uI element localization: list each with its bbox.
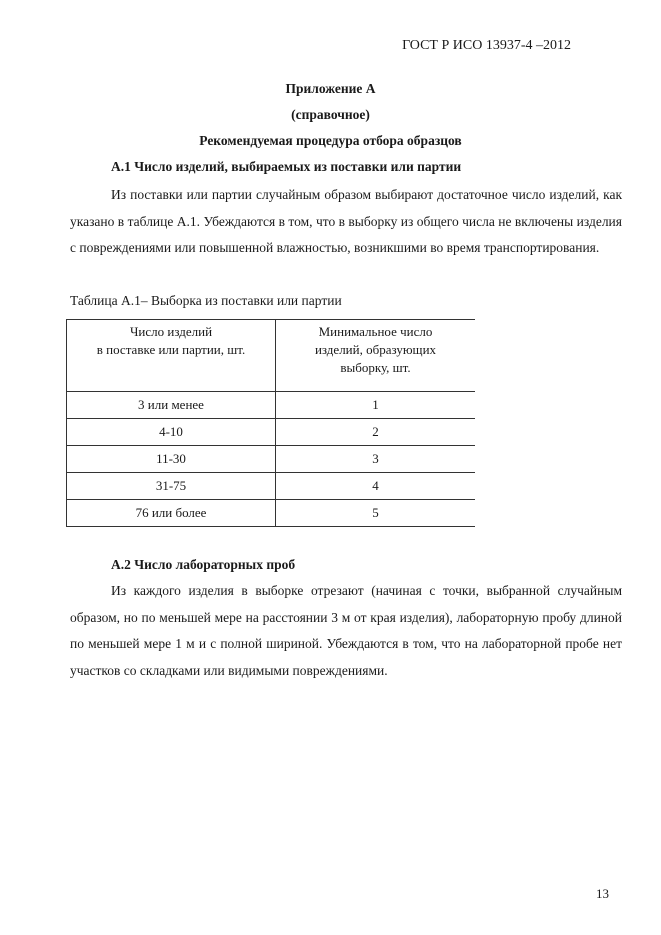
cell-min: 4 (276, 473, 476, 500)
cell-lot: 76 или более (67, 500, 276, 527)
table-row (67, 500, 476, 527)
table-caption: Таблица А.1– Выборка из поставки или партии (70, 293, 342, 308)
table-row (67, 446, 476, 473)
table-row (67, 419, 476, 446)
section-a1-paragraph: Из поставки или партии случайным образом выбирают достаточное число изделий, как указано в таблице А.1. Убеждаются в том, что в выборку из общего числа не включены изделия с повреждениями или повышенной влажностью, возникшими во время транспортирования. (70, 187, 622, 255)
cell-lot: 3 или менее (67, 392, 276, 419)
header-lot-size-line1: Число изделий (129, 324, 213, 339)
cell-lot: 11-30 (67, 446, 276, 473)
cell-lot: 31-75 (67, 473, 276, 500)
cell-min: 2 (276, 419, 476, 446)
appendix-title: Приложение А (285, 81, 376, 96)
table-row (67, 392, 476, 419)
page-number: 13 (596, 886, 609, 901)
header-min-sample-line1: Минимальное число (318, 324, 433, 339)
cell-min: 5 (372, 505, 379, 520)
header-min-sample (276, 320, 476, 392)
table-header-row (67, 320, 476, 392)
header-min-sample-line3: выборку, шт. (340, 360, 411, 375)
header-lot-size-line2: в поставке или партии, шт. (96, 342, 246, 357)
cell-min: 1 (276, 392, 476, 419)
section-a1-heading: А.1 Число изделий, выбираемых из поставки или партии (111, 159, 462, 174)
appendix-type: (справочное) (291, 107, 370, 122)
sample-table (66, 319, 475, 527)
table-row (67, 473, 476, 500)
section-a2-heading: А.2 Число лабораторных проб (111, 557, 296, 572)
header-lot-size (67, 320, 276, 392)
header-min-sample-line2: изделий, образующих (314, 342, 437, 357)
document-code: ГОСТ Р ИСО 13937-4 –2012 (402, 38, 571, 53)
section-a2-paragraph: Из каждого изделия в выборке отрезают (начиная с точки, выбранной случайным образом, но по меньшей мере на расстоянии 3 м от края изделия), лабораторную пробу длиной по меньшей мере 1 м и с полной шириной. Убеждаются в том, что на лабораторной пробе нет участков со складками или видимыми повреждениями. (70, 583, 622, 678)
appendix-subtitle: Рекомендуемая процедура отбора образцов (199, 133, 462, 148)
cell-min: 3 (276, 446, 476, 473)
cell-lot: 4-10 (67, 419, 276, 446)
